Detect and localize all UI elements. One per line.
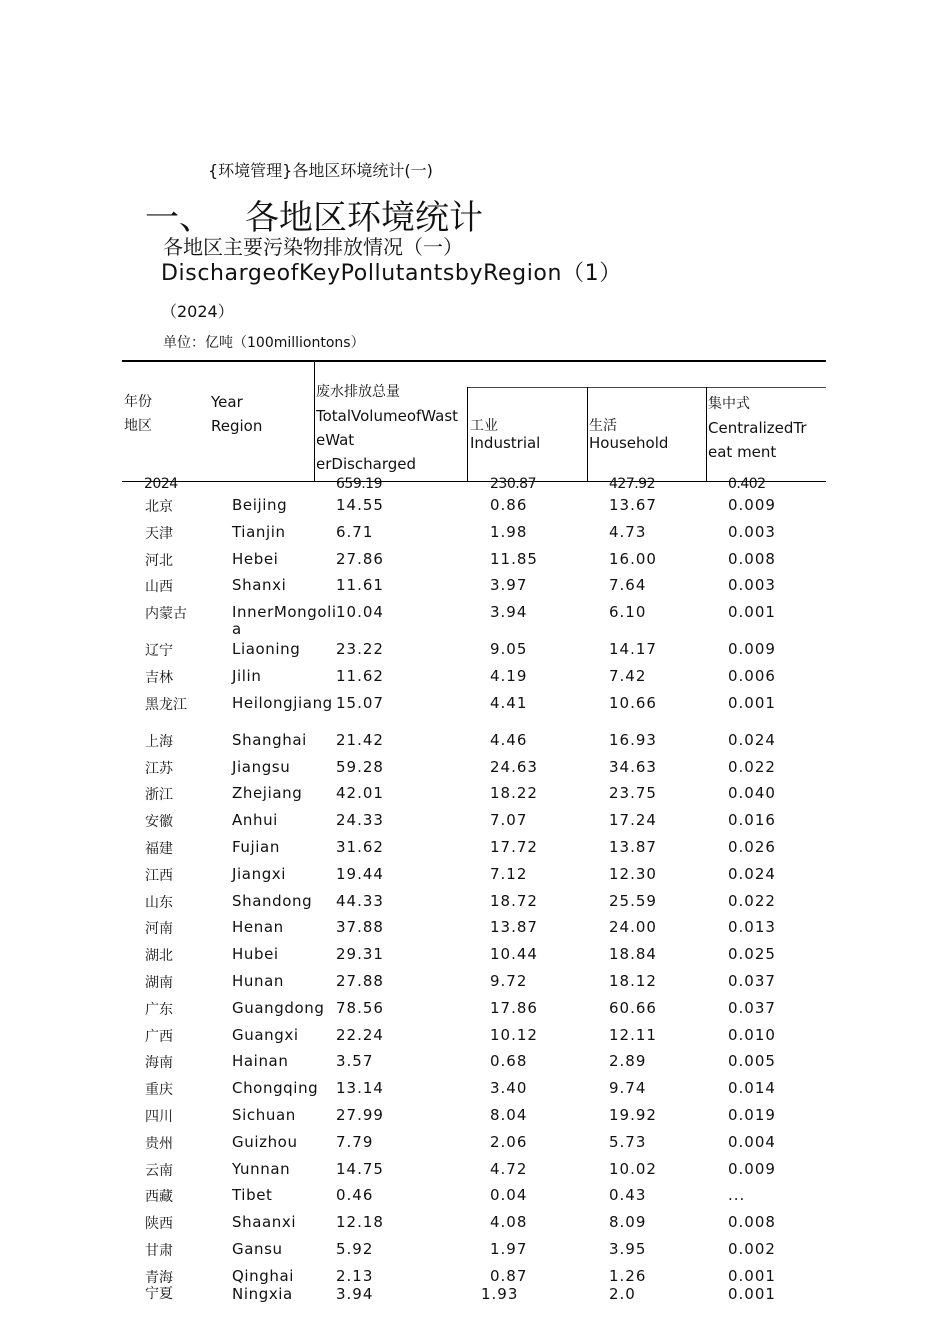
table-title-chinese: 各地区主要污染物排放情况（一）	[163, 235, 463, 259]
header-centralized-en: CentralizedTr	[708, 419, 807, 437]
region-name-cn: 四川	[145, 1108, 173, 1125]
cell-industrial: 11.85	[490, 549, 538, 568]
table-row	[0, 1161, 950, 1188]
cell-centralized: 0.024	[728, 864, 776, 883]
cell-household: 8.09	[609, 1213, 647, 1232]
cell-industrial: 13.87	[490, 918, 538, 937]
section-number: 一、	[145, 198, 213, 238]
table-row	[0, 1027, 950, 1054]
region-name-cn: 江苏	[145, 760, 173, 777]
cell-industrial: 0.87	[490, 1266, 528, 1285]
cell-household: 16.00	[609, 549, 657, 568]
region-name-en: Sichuan	[232, 1105, 296, 1124]
region-name-cn: 江西	[145, 867, 173, 884]
total-row	[0, 476, 950, 496]
header-total-cn: 废水排放总量	[316, 384, 400, 400]
region-name-cn: 西藏	[145, 1189, 173, 1206]
region-name-en: Beijing	[232, 496, 288, 514]
region-name-cn: 陕西	[145, 1216, 173, 1233]
cell-industrial: 1.98	[490, 522, 528, 541]
cell-industrial: 1.93	[481, 1284, 519, 1303]
cell-industrial: 7.07	[490, 811, 528, 830]
header-divider	[706, 387, 707, 482]
region-name-cn: 甘肃	[145, 1242, 173, 1259]
cell-total-wastewater: 3.94	[336, 1284, 374, 1303]
region-name-en: Liaoning	[232, 640, 301, 659]
cell-industrial: 17.72	[490, 837, 538, 856]
table-row	[0, 973, 950, 1000]
table-row	[0, 577, 950, 604]
region-name-en: Shanghai	[232, 730, 307, 749]
header-household-en: Household	[589, 434, 669, 452]
region-name-en: Shanxi	[232, 576, 287, 595]
region-name-en: InnerMongolia	[232, 603, 337, 639]
cell-industrial: 3.97	[490, 576, 528, 595]
cell-centralized: 0.022	[728, 891, 776, 910]
cell-centralized: 0.025	[728, 945, 776, 964]
cell-household: 5.73	[609, 1132, 647, 1151]
table-row	[0, 785, 950, 812]
cell-total-wastewater: 2.13	[336, 1266, 374, 1285]
cell-industrial: 4.08	[490, 1213, 528, 1232]
header-divider	[587, 387, 588, 482]
cell-total-wastewater: 59.28	[336, 757, 384, 776]
header-total-en: TotalVolumeofWast	[316, 407, 459, 425]
region-name-cn: 山东	[145, 894, 173, 911]
region-name-cn: 重庆	[145, 1082, 173, 1099]
cell-total-wastewater: 6.71	[336, 522, 374, 541]
table-row	[0, 524, 950, 551]
header-year-cn: 年份	[124, 394, 152, 410]
table-row	[0, 1080, 950, 1107]
region-name-en: Zhejiang	[232, 784, 303, 803]
header-centralized-en: eat ment	[708, 443, 777, 461]
region-name-en: Anhui	[232, 811, 278, 830]
header-total	[316, 380, 458, 476]
region-name-en: Henan	[232, 918, 284, 937]
cell-household: 17.24	[609, 811, 657, 830]
cell-centralized: 0.009	[728, 496, 776, 514]
cell-industrial: 0.68	[490, 1052, 528, 1071]
total-row-label: 2024	[144, 476, 178, 492]
table-row	[0, 866, 950, 893]
cell-household: 7.64	[609, 576, 647, 595]
cell-centralized: 0.013	[728, 918, 776, 937]
cell-centralized: ...	[728, 1186, 746, 1205]
cell-household: 9.74	[609, 1079, 647, 1098]
region-name-cn: 河南	[145, 921, 173, 938]
cell-centralized: 0.037	[728, 998, 776, 1017]
header-region-cn: 地区	[124, 418, 152, 434]
table-row	[0, 551, 950, 578]
cell-total-wastewater: 14.75	[336, 1159, 384, 1178]
header-year-region-en	[211, 390, 262, 438]
cell-industrial: 4.46	[490, 730, 528, 749]
region-name-cn: 山西	[145, 579, 173, 596]
document-title: {环境管理}各地区环境统计(一)	[208, 161, 433, 180]
cell-total-wastewater: 27.99	[336, 1105, 384, 1124]
header-household-cn: 生活	[589, 418, 617, 434]
cell-total-wastewater: 31.62	[336, 837, 384, 856]
cell-total-wastewater: 7.79	[336, 1132, 374, 1151]
table-row	[0, 1000, 950, 1027]
region-name-cn: 辽宁	[145, 643, 173, 660]
cell-centralized: 0.001	[728, 693, 776, 712]
table-row	[0, 919, 950, 946]
table-row	[0, 1268, 950, 1286]
cell-total-wastewater: 78.56	[336, 998, 384, 1017]
cell-total-wastewater: 19.44	[336, 864, 384, 883]
cell-household: 18.84	[609, 945, 657, 964]
region-name-en: Jiangsu	[232, 757, 291, 776]
cell-centralized: 0.026	[728, 837, 776, 856]
region-name-en: Hubei	[232, 945, 279, 964]
region-name-cn: 内蒙古	[145, 606, 187, 623]
cell-household: 18.12	[609, 971, 657, 990]
header-year-region-cn	[124, 390, 152, 438]
cell-household: 10.02	[609, 1159, 657, 1178]
cell-industrial: 4.19	[490, 666, 528, 685]
cell-household: 2.0	[609, 1284, 636, 1303]
region-name-en: Shandong	[232, 891, 313, 910]
header-centralized-cn: 集中式	[708, 396, 750, 412]
region-name-cn: 北京	[145, 499, 173, 515]
region-name-en: Chongqing	[232, 1079, 319, 1098]
region-name-cn: 吉林	[145, 669, 173, 686]
cell-total-wastewater: 3.57	[336, 1052, 374, 1071]
total-row-industrial: 230.87	[490, 476, 536, 492]
region-name-en: Guangdong	[232, 998, 325, 1017]
header-centralized	[708, 392, 807, 464]
cell-household: 25.59	[609, 891, 657, 910]
cell-total-wastewater: 27.86	[336, 549, 384, 568]
cell-total-wastewater: 22.24	[336, 1025, 384, 1044]
cell-household: 34.63	[609, 757, 657, 776]
cell-industrial: 18.72	[490, 891, 538, 910]
region-name-cn: 湖南	[145, 974, 173, 991]
cell-total-wastewater: 11.62	[336, 666, 384, 685]
region-name-en: Gansu	[232, 1239, 283, 1258]
region-name-en: Guangxi	[232, 1025, 299, 1044]
cell-household: 7.42	[609, 666, 647, 685]
cell-centralized: 0.001	[728, 603, 776, 622]
header-industrial	[470, 418, 540, 452]
region-name-cn: 安徽	[145, 814, 173, 831]
cell-industrial: 10.44	[490, 945, 538, 964]
cell-household: 24.00	[609, 918, 657, 937]
region-name-en: Yunnan	[232, 1159, 291, 1178]
header-divider	[314, 362, 315, 482]
cell-centralized: 0.009	[728, 640, 776, 659]
cell-centralized: 0.005	[728, 1052, 776, 1071]
region-name-en: Qinghai	[232, 1266, 295, 1285]
cell-centralized: 0.006	[728, 666, 776, 685]
region-name-en: Tianjin	[232, 522, 286, 541]
cell-household: 3.95	[609, 1239, 647, 1258]
region-name-cn: 浙江	[145, 787, 173, 804]
table-row	[0, 1214, 950, 1241]
region-name-en: Jilin	[232, 666, 262, 685]
region-name-cn: 青海	[145, 1269, 173, 1286]
table-row	[0, 893, 950, 920]
cell-industrial: 10.12	[490, 1025, 538, 1044]
region-name-cn: 海南	[145, 1055, 173, 1072]
table-row	[0, 1187, 950, 1214]
table-row	[0, 1053, 950, 1080]
header-total-en: eWat	[316, 431, 355, 449]
region-name-cn: 湖北	[145, 948, 173, 965]
cell-centralized: 0.003	[728, 576, 776, 595]
cell-household: 13.67	[609, 496, 657, 514]
cell-total-wastewater: 44.33	[336, 891, 384, 910]
cell-centralized: 0.016	[728, 811, 776, 830]
table-row	[0, 839, 950, 866]
region-name-en: Guizhou	[232, 1132, 298, 1151]
cell-industrial: 8.04	[490, 1105, 528, 1124]
region-name-cn: 贵州	[145, 1135, 173, 1152]
cell-total-wastewater: 10.04	[336, 603, 384, 622]
header-industrial-cn: 工业	[470, 418, 498, 434]
cell-household: 6.10	[609, 603, 647, 622]
table-row	[0, 641, 950, 668]
region-name-cn: 上海	[145, 733, 173, 750]
cell-industrial: 17.86	[490, 998, 538, 1017]
cell-total-wastewater: 24.33	[336, 811, 384, 830]
cell-industrial: 1.97	[490, 1239, 528, 1258]
cell-centralized: 0.037	[728, 971, 776, 990]
cell-household: 2.89	[609, 1052, 647, 1071]
cell-industrial: 18.22	[490, 784, 538, 803]
cell-total-wastewater: 15.07	[336, 693, 384, 712]
table-row	[0, 812, 950, 839]
cell-centralized: 0.002	[728, 1239, 776, 1258]
region-name-en: Hainan	[232, 1052, 289, 1071]
cell-total-wastewater: 5.92	[336, 1239, 374, 1258]
header-household	[589, 418, 668, 452]
cell-household: 14.17	[609, 640, 657, 659]
table-row	[0, 695, 950, 732]
region-name-en: Shaanxi	[232, 1213, 297, 1232]
header-region-en: Region	[211, 417, 263, 435]
cell-total-wastewater: 37.88	[336, 918, 384, 937]
cell-industrial: 0.86	[490, 496, 528, 514]
region-name-cn: 宁夏	[145, 1285, 173, 1302]
region-name-en: Fujian	[232, 837, 280, 856]
region-name-cn: 云南	[145, 1162, 173, 1179]
cell-household: 12.11	[609, 1025, 657, 1044]
cell-centralized: 0.014	[728, 1079, 776, 1098]
total-row-household: 427.92	[609, 476, 655, 492]
cell-centralized: 0.040	[728, 784, 776, 803]
header-divider	[467, 387, 468, 482]
cell-centralized: 0.019	[728, 1105, 776, 1124]
cell-centralized: 0.001	[728, 1284, 776, 1303]
cell-centralized: 0.010	[728, 1025, 776, 1044]
table-row	[0, 668, 950, 695]
cell-industrial: 7.12	[490, 864, 528, 883]
region-name-en: Jiangxi	[232, 864, 287, 883]
cell-household: 16.93	[609, 730, 657, 749]
cell-household: 19.92	[609, 1105, 657, 1124]
region-name-cn: 黑龙江	[145, 696, 187, 713]
cell-household: 13.87	[609, 837, 657, 856]
cell-centralized: 0.022	[728, 757, 776, 776]
header-year-en: Year	[211, 393, 243, 411]
cell-industrial: 9.05	[490, 640, 528, 659]
cell-household: 10.66	[609, 693, 657, 712]
cell-household: 60.66	[609, 998, 657, 1017]
cell-centralized: 0.008	[728, 1213, 776, 1232]
cell-industrial: 3.94	[490, 603, 528, 622]
region-name-en: Hunan	[232, 971, 284, 990]
cell-total-wastewater: 27.88	[336, 971, 384, 990]
cell-industrial: 3.40	[490, 1079, 528, 1098]
header-total-en: erDischarged	[316, 455, 417, 473]
table-row	[0, 1241, 950, 1268]
cell-centralized: 0.009	[728, 1159, 776, 1178]
total-row-centralized: 0.402	[728, 476, 766, 492]
cell-total-wastewater: 11.61	[336, 576, 384, 595]
header-industrial-en: Industrial	[470, 434, 541, 452]
subheader-top-rule	[467, 387, 826, 388]
cell-household: 4.73	[609, 522, 647, 541]
table-row	[0, 946, 950, 973]
cell-household: 12.30	[609, 864, 657, 883]
cell-total-wastewater: 14.55	[336, 496, 384, 514]
cell-industrial: 2.06	[490, 1132, 528, 1151]
cell-centralized: 0.001	[728, 1266, 776, 1285]
table-row	[0, 497, 950, 524]
total-row-total: 659.19	[336, 476, 382, 492]
region-name-cn: 广东	[145, 1001, 173, 1018]
cell-total-wastewater: 29.31	[336, 945, 384, 964]
cell-household: 1.26	[609, 1266, 647, 1285]
table-row	[0, 604, 950, 641]
region-name-en: Heilongjiang	[232, 693, 333, 712]
table-top-rule	[122, 360, 826, 362]
cell-centralized: 0.024	[728, 730, 776, 749]
cell-centralized: 0.003	[728, 522, 776, 541]
cell-total-wastewater: 23.22	[336, 640, 384, 659]
section-title: 各地区环境统计	[245, 198, 483, 238]
cell-industrial: 4.41	[490, 693, 528, 712]
region-name-cn: 河北	[145, 552, 173, 569]
cell-centralized: 0.004	[728, 1132, 776, 1151]
cell-household: 0.43	[609, 1186, 647, 1205]
cell-industrial: 4.72	[490, 1159, 528, 1178]
table-row	[0, 1107, 950, 1134]
region-name-en: Tibet	[232, 1186, 273, 1205]
cell-total-wastewater: 12.18	[336, 1213, 384, 1232]
cell-industrial: 24.63	[490, 757, 538, 776]
cell-total-wastewater: 13.14	[336, 1079, 384, 1098]
year-note: （2024）	[161, 302, 234, 321]
cell-industrial: 9.72	[490, 971, 528, 990]
cell-total-wastewater: 0.46	[336, 1186, 374, 1205]
cell-total-wastewater: 21.42	[336, 730, 384, 749]
table-row	[0, 732, 950, 759]
cell-industrial: 0.04	[490, 1186, 528, 1205]
unit-note: 单位：亿吨（100milliontons）	[163, 335, 365, 351]
region-table-body	[0, 497, 950, 1304]
table-row	[0, 759, 950, 786]
region-name-cn: 福建	[145, 840, 173, 857]
region-name-en: Hebei	[232, 549, 279, 568]
region-name-cn: 广西	[145, 1028, 173, 1045]
table-title-english: DischargeofKeyPollutantsbyRegion（1）	[161, 261, 622, 286]
table-row	[0, 1286, 950, 1304]
region-name-cn: 天津	[145, 525, 173, 542]
cell-total-wastewater: 42.01	[336, 784, 384, 803]
cell-centralized: 0.008	[728, 549, 776, 568]
cell-household: 23.75	[609, 784, 657, 803]
region-name-en: Ningxia	[232, 1284, 293, 1303]
table-row	[0, 1134, 950, 1161]
